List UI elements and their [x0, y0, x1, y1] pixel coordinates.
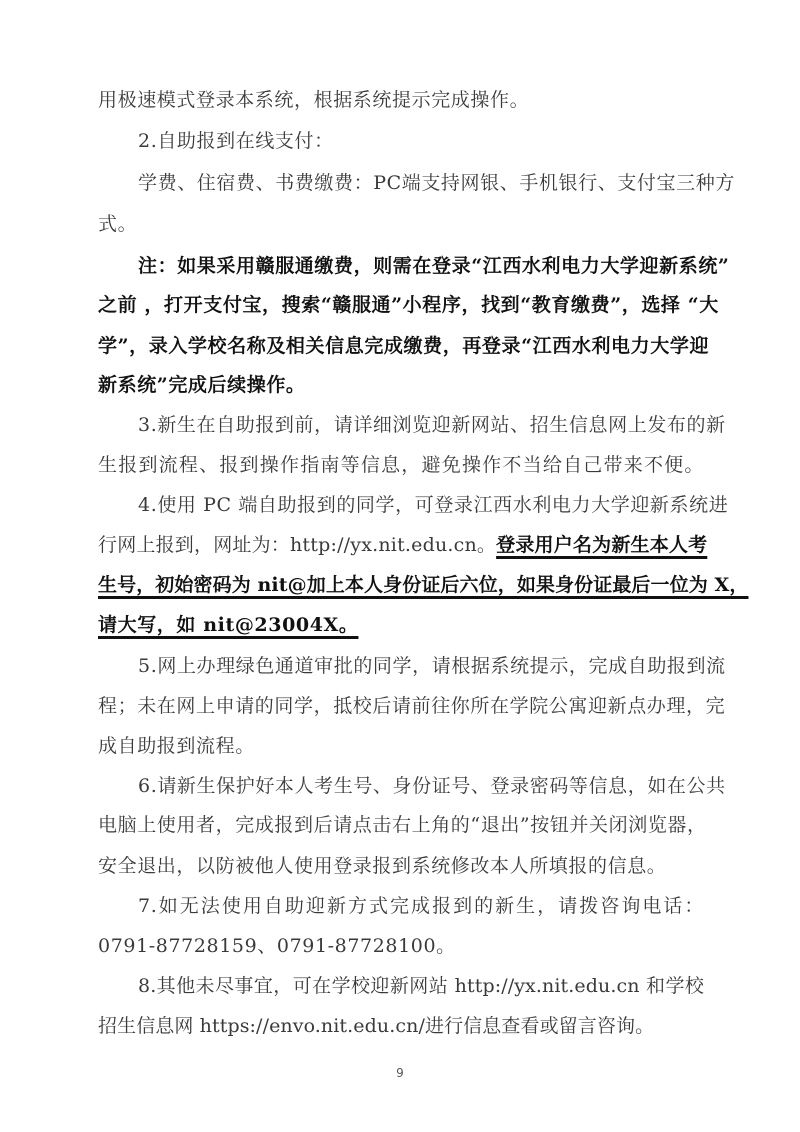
- item-4-line: 4.使用 PC 端自助报到的同学，可登录江西水利电力大学迎新系统进: [138, 494, 729, 516]
- item-6-line: 6.请新生保护好本人考生号、身份证号、登录密码等信息，如在公共: [138, 775, 726, 797]
- text-line: 式。: [98, 213, 138, 235]
- item-5-line: 5.网上办理绿色通道审批的同学，请根据系统提示，完成自助报到流: [138, 655, 726, 677]
- item-8-line: 8.其他未尽事宜，可在学校迎新网站 http://yx.nit.edu.cn 和学校: [138, 975, 704, 997]
- item-5-line: 程；未在网上申请的同学，抵校后请前往你所在学院公寓迎新点办理，完: [98, 695, 726, 717]
- item-2-heading: 2.自助报到在线支付：: [138, 130, 334, 152]
- item-3-line: 3.新生在自助报到前，请详细浏览迎新网站、招生信息网上发布的新: [138, 414, 726, 436]
- item-6-line: 安全退出，以防被他人使用登录报到系统修改本人所填报的信息。: [98, 855, 667, 877]
- login-instructions: 请大写，如 nit@23004X。: [98, 614, 359, 636]
- item-5-line: 成自助报到流程。: [98, 735, 255, 757]
- note-line: 新系统”完成后续操作。: [98, 374, 306, 396]
- login-instructions: 生号，初始密码为 nit@加上本人身份证后六位，如果身份证最后一位为 X，: [98, 574, 749, 596]
- url-text: 行网上报到，网址为：http://yx.nit.edu.cn。: [98, 534, 497, 556]
- note-line: 学”，录入学校名称及相关信息完成缴费，再登录“江西水利电力大学迎: [98, 335, 710, 357]
- text-line: 学费、住宿费、书费缴费：PC端支持网银、手机银行、支付宝三种方: [138, 172, 735, 194]
- item-4-line: [98, 612, 704, 638]
- item-7-line: 7.如无法使用自助迎新方式完成报到的新生，请拨咨询电话：: [138, 895, 704, 917]
- item-6-line: 电脑上使用者，完成报到后请点击右上角的“退出”按钮并关闭浏览器，: [98, 814, 707, 836]
- page-number: 9: [396, 1066, 404, 1080]
- text-line: 用极速模式登录本系统，根据系统提示完成操作。: [98, 89, 530, 111]
- note-line: 注：如果采用赣服通缴费，则需在登录“江西水利电力大学迎新系统”: [138, 255, 730, 277]
- item-4-line: [98, 532, 708, 558]
- login-instructions: 登录用户名为新生本人考: [496, 534, 708, 556]
- item-8-line: 招生信息网 https://envo.nit.edu.cn/进行信息查看或留言咨询。: [98, 1015, 655, 1037]
- item-3-line: 生报到流程、报到操作指南等信息，避免操作不当给自己带来不便。: [98, 454, 704, 476]
- note-line: 之前 ，打开支付宝，搜索“赣服通”小程序，找到“教育缴费”，选择 “大: [98, 294, 719, 316]
- phone-numbers: 0791-87728159、0791-87728100。: [98, 935, 456, 957]
